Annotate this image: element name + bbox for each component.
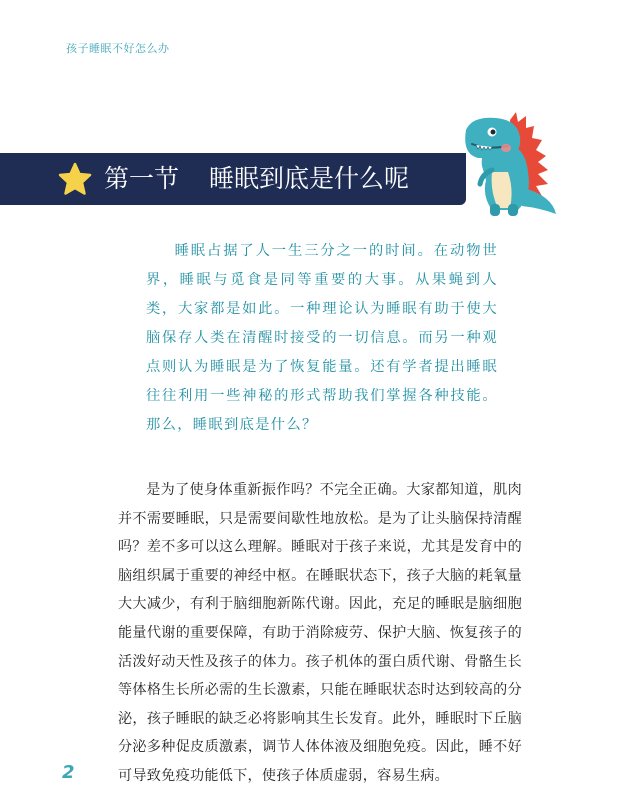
running-head: 孩子睡眠不好怎么办	[66, 42, 170, 55]
intro-paragraph: 睡眠占据了人一生三分之一的时间。在动物世界，睡眠与觅食是同等重要的大事。从果蝇到人类，大家都是如此。一种理论认为睡眠有助于使大脑保存人类在清醒时接受的一切信息。而另一种观点则认为睡眠是为了恢复能量。还有学者提出睡眠往往利用一些神秘的形式帮助我们掌握各种技能。那么，睡眠到底是什么？	[146, 243, 498, 433]
section-number: 第一节	[104, 164, 180, 193]
dinosaur-icon	[452, 110, 564, 222]
star-icon	[58, 162, 92, 196]
page-number: 2	[62, 762, 75, 783]
section-title	[104, 162, 409, 196]
body-paragraph: 是为了使身体重新振作吗？不完全正确。大家都知道，肌肉并不需要睡眠，只是需要间歇性地放松。是为了让头脑保持清醒吗？差不多可以这么理解。睡眠对于孩子来说，尤其是发育中的脑组织属于重要的神经中枢。在睡眠状态下，孩子大脑的耗氧量大大减少，有利于脑细胞新陈代谢。因此，充足的睡眠是脑细胞能量代谢的重要保障，有助于消除疲劳、保护大脑、恢复孩子的活泼好动天性及孩子的体力。孩子机体的蛋白质代谢、骨骼生长等体格生长所必需的生长激素，只能在睡眠状态时达到较高的分泌，孩子睡眠的缺乏必将影响其生长发育。此外，睡眠时下丘脑分泌多种促皮质激素，调节人体体液及细胞免疫。因此，睡不好可导致免疫功能低下，使孩子体质虚弱，容易生病。	[118, 482, 522, 784]
section-heading: 睡眠到底是什么呢	[209, 164, 410, 193]
